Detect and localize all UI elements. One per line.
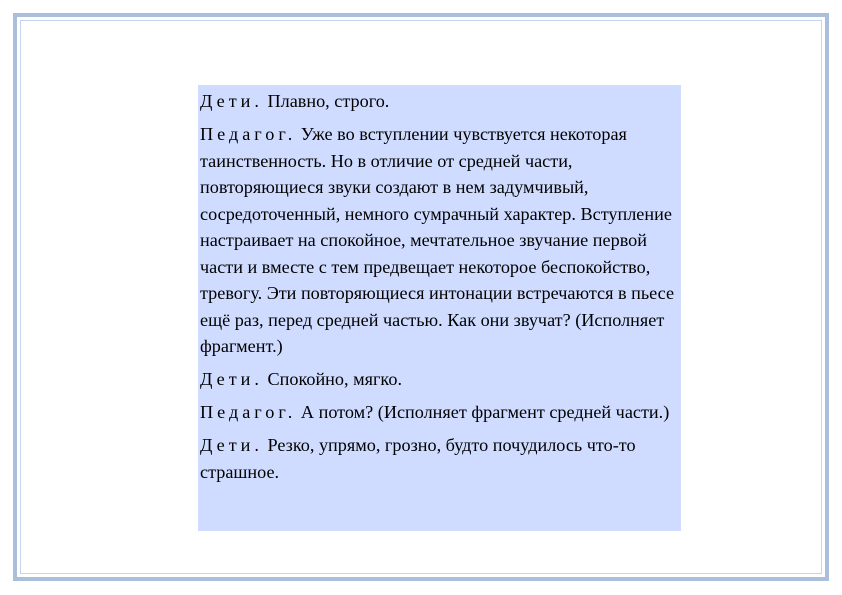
line-text: Спокойно, мягко.: [262, 369, 402, 389]
dialogue-line-teacher: [200, 399, 679, 426]
line-text: А потом? (Исполняет фрагмент средней части.): [296, 402, 670, 422]
line-text: Уже во вступлении чувствуется некоторая таинственность. Но в отличие от средней части, повторяющиеся звуки создают в нем задумчивый, сосредоточенный, немного сумрачный характер. Вступление настраивает на спокойное, мечтательное звучание первой части и вместе с тем предвещает некоторое беспокойство, тревогу. Эти повторяющиеся интонации встречаются в пьесе ещё раз, перед средней частью. Как они звучат? (Исполняет фрагмент.): [200, 124, 675, 356]
dialogue-line-children: [200, 432, 679, 485]
dialogue-text-box: [198, 85, 681, 531]
speaker-label: Дети.: [200, 91, 263, 111]
speaker-label: Педагог.: [200, 124, 297, 144]
speaker-label: Дети.: [200, 369, 263, 389]
dialogue-line-teacher: [200, 121, 679, 360]
speaker-label: Дети.: [200, 435, 263, 455]
dialogue-line-children: [200, 88, 679, 115]
line-text: Плавно, строго.: [262, 91, 390, 111]
dialogue-line-children: [200, 366, 679, 393]
speaker-label: Педагог.: [200, 402, 297, 422]
line-text: Резко, упрямо, грозно, будто почудилось что-то страшное.: [200, 435, 636, 482]
